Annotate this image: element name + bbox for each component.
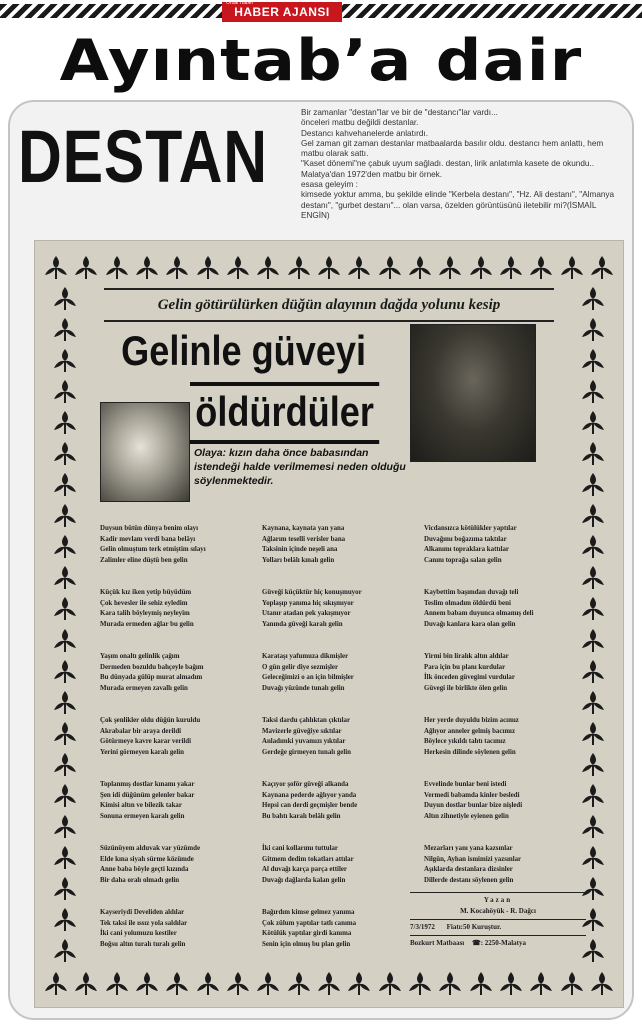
verse-line: Duysun bütün dünya benim olayı — [100, 525, 199, 532]
verse-stanza — [424, 780, 584, 822]
verse-stanza — [262, 716, 422, 758]
poster-border-top — [42, 250, 616, 284]
lily-ornament-icon — [527, 253, 555, 281]
verse-line: Yerini görmeyen karalı gelin — [100, 748, 185, 756]
verse-line: Toplanmış dostlar kınamı yakar — [100, 781, 195, 788]
verse-line: Şen idi düğünüm gelenler bakar — [100, 791, 195, 799]
lily-ornament-icon — [51, 408, 79, 436]
verse-line: İki cani kollarımı tuttular — [262, 845, 338, 852]
verse-line: Kayseriydi Develiden aldılar — [100, 909, 185, 916]
verse-line: Vicdansızca kötülükler yaptılar — [424, 525, 517, 532]
verse-line: Güveği küçüktür hiç konuşmuyor — [262, 589, 362, 596]
lily-ornament-icon — [376, 253, 404, 281]
verse-line: Anne baba böyle geçti kızında — [100, 866, 189, 874]
verse-line: Murada ermeyen zavallı gelin — [100, 684, 188, 692]
poster-imprint — [410, 890, 586, 949]
lily-ornament-icon — [588, 969, 616, 997]
verse-line: Taksi dardu çahlıktan çıktılar — [262, 717, 351, 724]
page-title: Ayıntab’a dair — [59, 28, 583, 94]
destan-poster-photo — [34, 240, 624, 1008]
verse-line: Mavizerle güveğiye sıktılar — [262, 727, 342, 735]
lily-ornament-icon — [51, 377, 79, 405]
verse-line: Kaçıyor şoför güveği alkanda — [262, 781, 349, 788]
verse-line: Aşıklarda destanlara dizsinler — [424, 866, 513, 874]
verse-line: Mezarları yanı yana kazsınlar — [424, 845, 513, 852]
groom-photo — [410, 324, 536, 462]
verse-line: Nilgün, Ayhan ismimizi yazsınlar — [424, 855, 522, 863]
verse-line: Ağlarım teselli verisler bana — [262, 535, 346, 543]
poster-border-left — [48, 284, 82, 964]
lily-ornament-icon — [527, 969, 555, 997]
verse-line: Dermeden bozuldu bahçeyle bağım — [100, 663, 204, 671]
lily-ornament-icon — [103, 969, 131, 997]
lily-ornament-icon — [406, 253, 434, 281]
lily-ornament-icon — [579, 315, 607, 343]
verse-line: Boğsu altın turalı turalı gelin — [100, 940, 186, 948]
verse-line: İlk önceden güvegimi vurdular — [424, 674, 515, 682]
lily-ornament-icon — [51, 936, 79, 964]
lily-ornament-icon — [254, 969, 282, 997]
lily-ornament-icon — [285, 253, 313, 281]
lily-ornament-icon — [436, 969, 464, 997]
verse-line: Duvağımı boğazıma taktılar — [424, 535, 507, 543]
lily-ornament-icon — [51, 439, 79, 467]
lily-ornament-icon — [42, 253, 70, 281]
verse-stanza — [262, 844, 422, 886]
lily-ornament-icon — [133, 253, 161, 281]
lily-ornament-icon — [436, 253, 464, 281]
poster-ribbon: Gelin götürülürken düğün alayının dağda yolunu kesip — [104, 288, 554, 322]
verse-line: Zalimler eline düştü ben gelin — [100, 556, 188, 564]
verse-stanza — [100, 908, 260, 950]
lily-ornament-icon — [224, 253, 252, 281]
lily-ornament-icon — [51, 657, 79, 685]
verse-line: Geleceğimizi o an için bilmişler — [262, 674, 354, 682]
poster-headline: Gelinle güveyi — [121, 327, 367, 374]
lily-ornament-icon — [51, 719, 79, 747]
imprint-press-line — [410, 938, 586, 949]
verse-line: Kimisi altın ve bilezik takar — [100, 802, 182, 810]
lily-ornament-icon — [579, 346, 607, 374]
lily-ornament-icon — [315, 969, 343, 997]
verse-line: Evvelinde bunlar beni istedi — [424, 781, 507, 788]
imprint-phone: ☎: 2250-Malatya — [472, 939, 527, 947]
lily-ornament-icon — [163, 253, 191, 281]
verse-line: Çok şenlikler oldu düğün kuruldu — [100, 717, 201, 724]
lily-ornament-icon — [467, 253, 495, 281]
verse-line: Bu dünyada gülüp murat almadım — [100, 674, 203, 682]
lily-ornament-icon — [579, 470, 607, 498]
lily-ornament-icon — [163, 969, 191, 997]
lily-ornament-icon — [406, 969, 434, 997]
verse-line: Yoplaşıp yanıma hiç sıkışmıyor — [262, 599, 354, 607]
intro-line: Malatya'dan 1972'den matbu bir örnek. — [301, 169, 443, 179]
verse-line: Bağırdım kimse gelmez yanıma — [262, 909, 355, 916]
lily-ornament-icon — [42, 969, 70, 997]
verse-line: Annem babam duyunca olmamış deli — [424, 610, 534, 618]
verse-line: Utanır atadan pek yakışmıyor — [262, 610, 351, 618]
verse-line: Böylece yıkıldı tahtı tacımız — [424, 738, 506, 746]
verse-line: Kaybettim başımdan duvağı teli — [424, 589, 519, 596]
verse-line: Herkesin dilinde söylenen gelin — [424, 748, 516, 756]
verse-stanza — [100, 652, 260, 694]
intro-line: Gel zaman git zaman destanlar matbaalarda basılır oldu. destancı hem anlattı, hem matbu olarak sattı. — [301, 138, 604, 159]
lily-ornament-icon — [51, 315, 79, 343]
verse-line: Çok zülum yaptılar tatlı canıma — [262, 919, 357, 927]
verse-stanza — [424, 652, 584, 694]
imprint-date: 7/3/1972 — [410, 923, 435, 931]
lily-ornament-icon — [72, 253, 100, 281]
verse-line: O gün gelir diye sezmişler — [262, 663, 339, 671]
verse-line: Hepsi can derdi geçmişler bende — [262, 802, 358, 810]
article-intro — [301, 108, 623, 221]
verse-line: Akrabalar bir araya derildi — [100, 727, 182, 735]
poster-olaya-note: Olaya: kızın daha önce babasından istendeği halde verilmemesi neden olduğu söylenmektedir. — [194, 447, 406, 487]
imprint-date-price — [410, 922, 586, 933]
lily-ornament-icon — [497, 253, 525, 281]
verse-line: Yanında güveği karalı gelin — [262, 620, 343, 628]
verse-line: Kadir mevlam verdi bana belâyı — [100, 535, 196, 543]
verse-line: Para için bu planı kurdular — [424, 663, 506, 671]
lily-ornament-icon — [588, 253, 616, 281]
verse-line: Güvegi ile birlikte ölen gelin — [424, 684, 508, 692]
bride-photo — [100, 402, 190, 502]
verse-line: Gerdeğe girmeyen tunalı gelin — [262, 748, 351, 756]
verse-line: Canını toprağa salan gelin — [424, 556, 502, 564]
verse-stanza — [424, 524, 584, 566]
lily-ornament-icon — [579, 439, 607, 467]
intro-line: esasa geleyim : — [301, 180, 358, 190]
lily-ornament-icon — [133, 969, 161, 997]
lily-ornament-icon — [224, 969, 252, 997]
verse-line: Kara talih böyleymiş neyleyim — [100, 610, 190, 618]
lily-ornament-icon — [315, 253, 343, 281]
verse-line: Dillerde destanı söylenen gelin — [424, 876, 514, 884]
lily-ornament-icon — [51, 501, 79, 529]
lily-ornament-icon — [51, 750, 79, 778]
verse-stanza — [262, 652, 422, 694]
lily-ornament-icon — [51, 284, 79, 312]
lily-ornament-icon — [558, 969, 586, 997]
verse-line: Yirmi bin liralık altın aldılar — [424, 653, 509, 660]
lily-ornament-icon — [51, 812, 79, 840]
verse-stanza — [424, 844, 584, 886]
lily-ornament-icon — [51, 874, 79, 902]
intro-line: Bir zamanlar "destan"lar ve bir de "destancı"lar vardı... — [301, 108, 498, 117]
lily-ornament-icon — [254, 253, 282, 281]
verse-stanza — [424, 588, 584, 630]
verse-line: Yaşım onaltı gelinlik çağım — [100, 653, 180, 660]
lily-ornament-icon — [51, 470, 79, 498]
lily-ornament-icon — [51, 532, 79, 560]
verse-line: Duvağı dağlarda kalan gelin — [262, 876, 346, 884]
verse-stanza — [262, 524, 422, 566]
verse-stanza — [262, 908, 422, 950]
lily-ornament-icon — [345, 969, 373, 997]
lily-ornament-icon — [103, 253, 131, 281]
verse-line: Karataşı yafumuza dikmişler — [262, 653, 349, 660]
lily-ornament-icon — [579, 377, 607, 405]
verse-line: Yolları belâlı kınalı gelin — [262, 556, 335, 564]
lily-ornament-icon — [194, 969, 222, 997]
lily-ornament-icon — [558, 253, 586, 281]
imprint-authors: M. Kocahöyük - R. Dağcı — [460, 907, 536, 915]
verse-line: Taksinin içinde neşeli ana — [262, 546, 338, 554]
lily-ornament-icon — [579, 284, 607, 312]
verse-line: Kötülük yaptılar girdi kanıma — [262, 930, 352, 938]
verse-stanza — [100, 780, 260, 822]
verse-line: Götürmeye kavre karar verildi — [100, 738, 192, 746]
lily-ornament-icon — [51, 346, 79, 374]
poster-headline-2: öldürdüler — [190, 382, 379, 444]
verse-line: Süzünüyem alduvak var yüzümde — [100, 845, 201, 852]
verse-line: Alkanımı topraklara kattılar — [424, 546, 509, 554]
lily-ornament-icon — [467, 969, 495, 997]
lily-ornament-icon — [51, 626, 79, 654]
verse-line: Gelin olmuştum terk etmiştim sılayı — [100, 546, 206, 554]
lily-ornament-icon — [51, 688, 79, 716]
verse-stanza — [100, 524, 260, 566]
lily-ornament-icon — [51, 563, 79, 591]
imprint-label: Yazan — [483, 896, 513, 904]
verse-line: İki cani yolumuzu kestiler — [100, 930, 177, 938]
imprint-press: Bozkurt Matbaası — [410, 939, 465, 947]
verse-line: Tek taksi ile ıssız yola saldılar — [100, 919, 188, 927]
imprint-rule — [410, 935, 586, 936]
verse-line: Duyun dostlar bunlar bize nişledi — [424, 802, 523, 810]
verse-line: Murada ermeden ağlar bu gelin — [100, 620, 194, 628]
lily-ornament-icon — [51, 594, 79, 622]
verse-line: Elde kına siyah sürme közümde — [100, 855, 194, 863]
lily-ornament-icon — [51, 843, 79, 871]
lily-ornament-icon — [194, 253, 222, 281]
lily-ornament-icon — [376, 969, 404, 997]
lily-ornament-icon — [285, 969, 313, 997]
poster-border-bottom — [42, 966, 616, 1000]
verse-stanza — [100, 588, 260, 630]
verse-line: Her yerde duyuldu bizim acımız — [424, 717, 519, 724]
imprint-rule — [410, 892, 586, 893]
verse-line: Kaynana pederde ağlıyor yanda — [262, 791, 357, 799]
intro-line: Destancı kahvehanelerde anlatırdı. — [301, 128, 428, 138]
agency-name: HABER AJANSI — [234, 5, 330, 19]
lily-ornament-icon — [345, 253, 373, 281]
lily-ornament-icon — [72, 969, 100, 997]
intro-line: kimsede yoktur amma, bu şekilde elinde "Kerbela destanı", "Hz. Ali destanı", "Almanya destanı", "gurbet destanı"... olan varsa, özelden görüntüsünü iletebilir mi?(İSMAİL ENGİN) — [301, 190, 615, 220]
verse-line: Teslim olmadım öldürdü beni — [424, 599, 511, 607]
verse-line: Al duvağı karça parça ettiler — [262, 866, 347, 874]
verse-stanza — [262, 780, 422, 822]
lily-ornament-icon — [51, 905, 79, 933]
verse-line: Ağlıyor anneler gelmiş bacımız — [424, 727, 516, 735]
verse-line: Senin için olmuş bu plan gelin — [262, 940, 351, 948]
intro-line: "Kaset dönemi"ne çabuk uyum sağladı. destan, lirik anlatımla kasete de okundu.. — [301, 159, 594, 169]
article-kicker: DESTAN — [18, 115, 268, 198]
verse-line: Duvağı kanlara kara olan gelin — [424, 620, 516, 628]
verse-line: Gitmem dedim tokatları attılar — [262, 855, 354, 863]
verse-line: Küçük kız iken yetip büyüdüm — [100, 589, 192, 596]
verse-line: Bu bahtı karalı belâlı gelin — [262, 812, 341, 820]
imprint-price: Fiatı:50 Kuruştur. — [446, 923, 502, 931]
verse-stanza — [262, 588, 422, 630]
verse-line: Çok hevesler ile sehiz eyledim — [100, 599, 188, 607]
verse-line: Anladımki yuvamızı yıktılar — [262, 738, 346, 746]
verse-stanza — [424, 716, 584, 758]
intro-line: önceleri matbu değildi destanlar. — [301, 118, 419, 128]
verse-line: Bir daha oralı olmadı gelin — [100, 876, 180, 884]
verse-line: Altın zihnetiyle eyienen gelin — [424, 812, 509, 820]
lily-ornament-icon — [51, 781, 79, 809]
lily-ornament-icon — [579, 408, 607, 436]
lily-ornament-icon — [497, 969, 525, 997]
verse-line: Duvağı yüzünde tunalı gelin — [262, 684, 345, 692]
verse-stanza — [100, 716, 260, 758]
imprint-rule — [410, 919, 586, 920]
agency-tagline: Ortak Haber — [226, 0, 254, 6]
verse-line: Vermedi babamda kinler besledi — [424, 791, 520, 799]
verse-stanza — [100, 844, 260, 886]
verse-line: Sonuna ermeyen karalı gelin — [100, 812, 185, 820]
verse-line: Kaynana, kaynata yan yana — [262, 525, 345, 532]
